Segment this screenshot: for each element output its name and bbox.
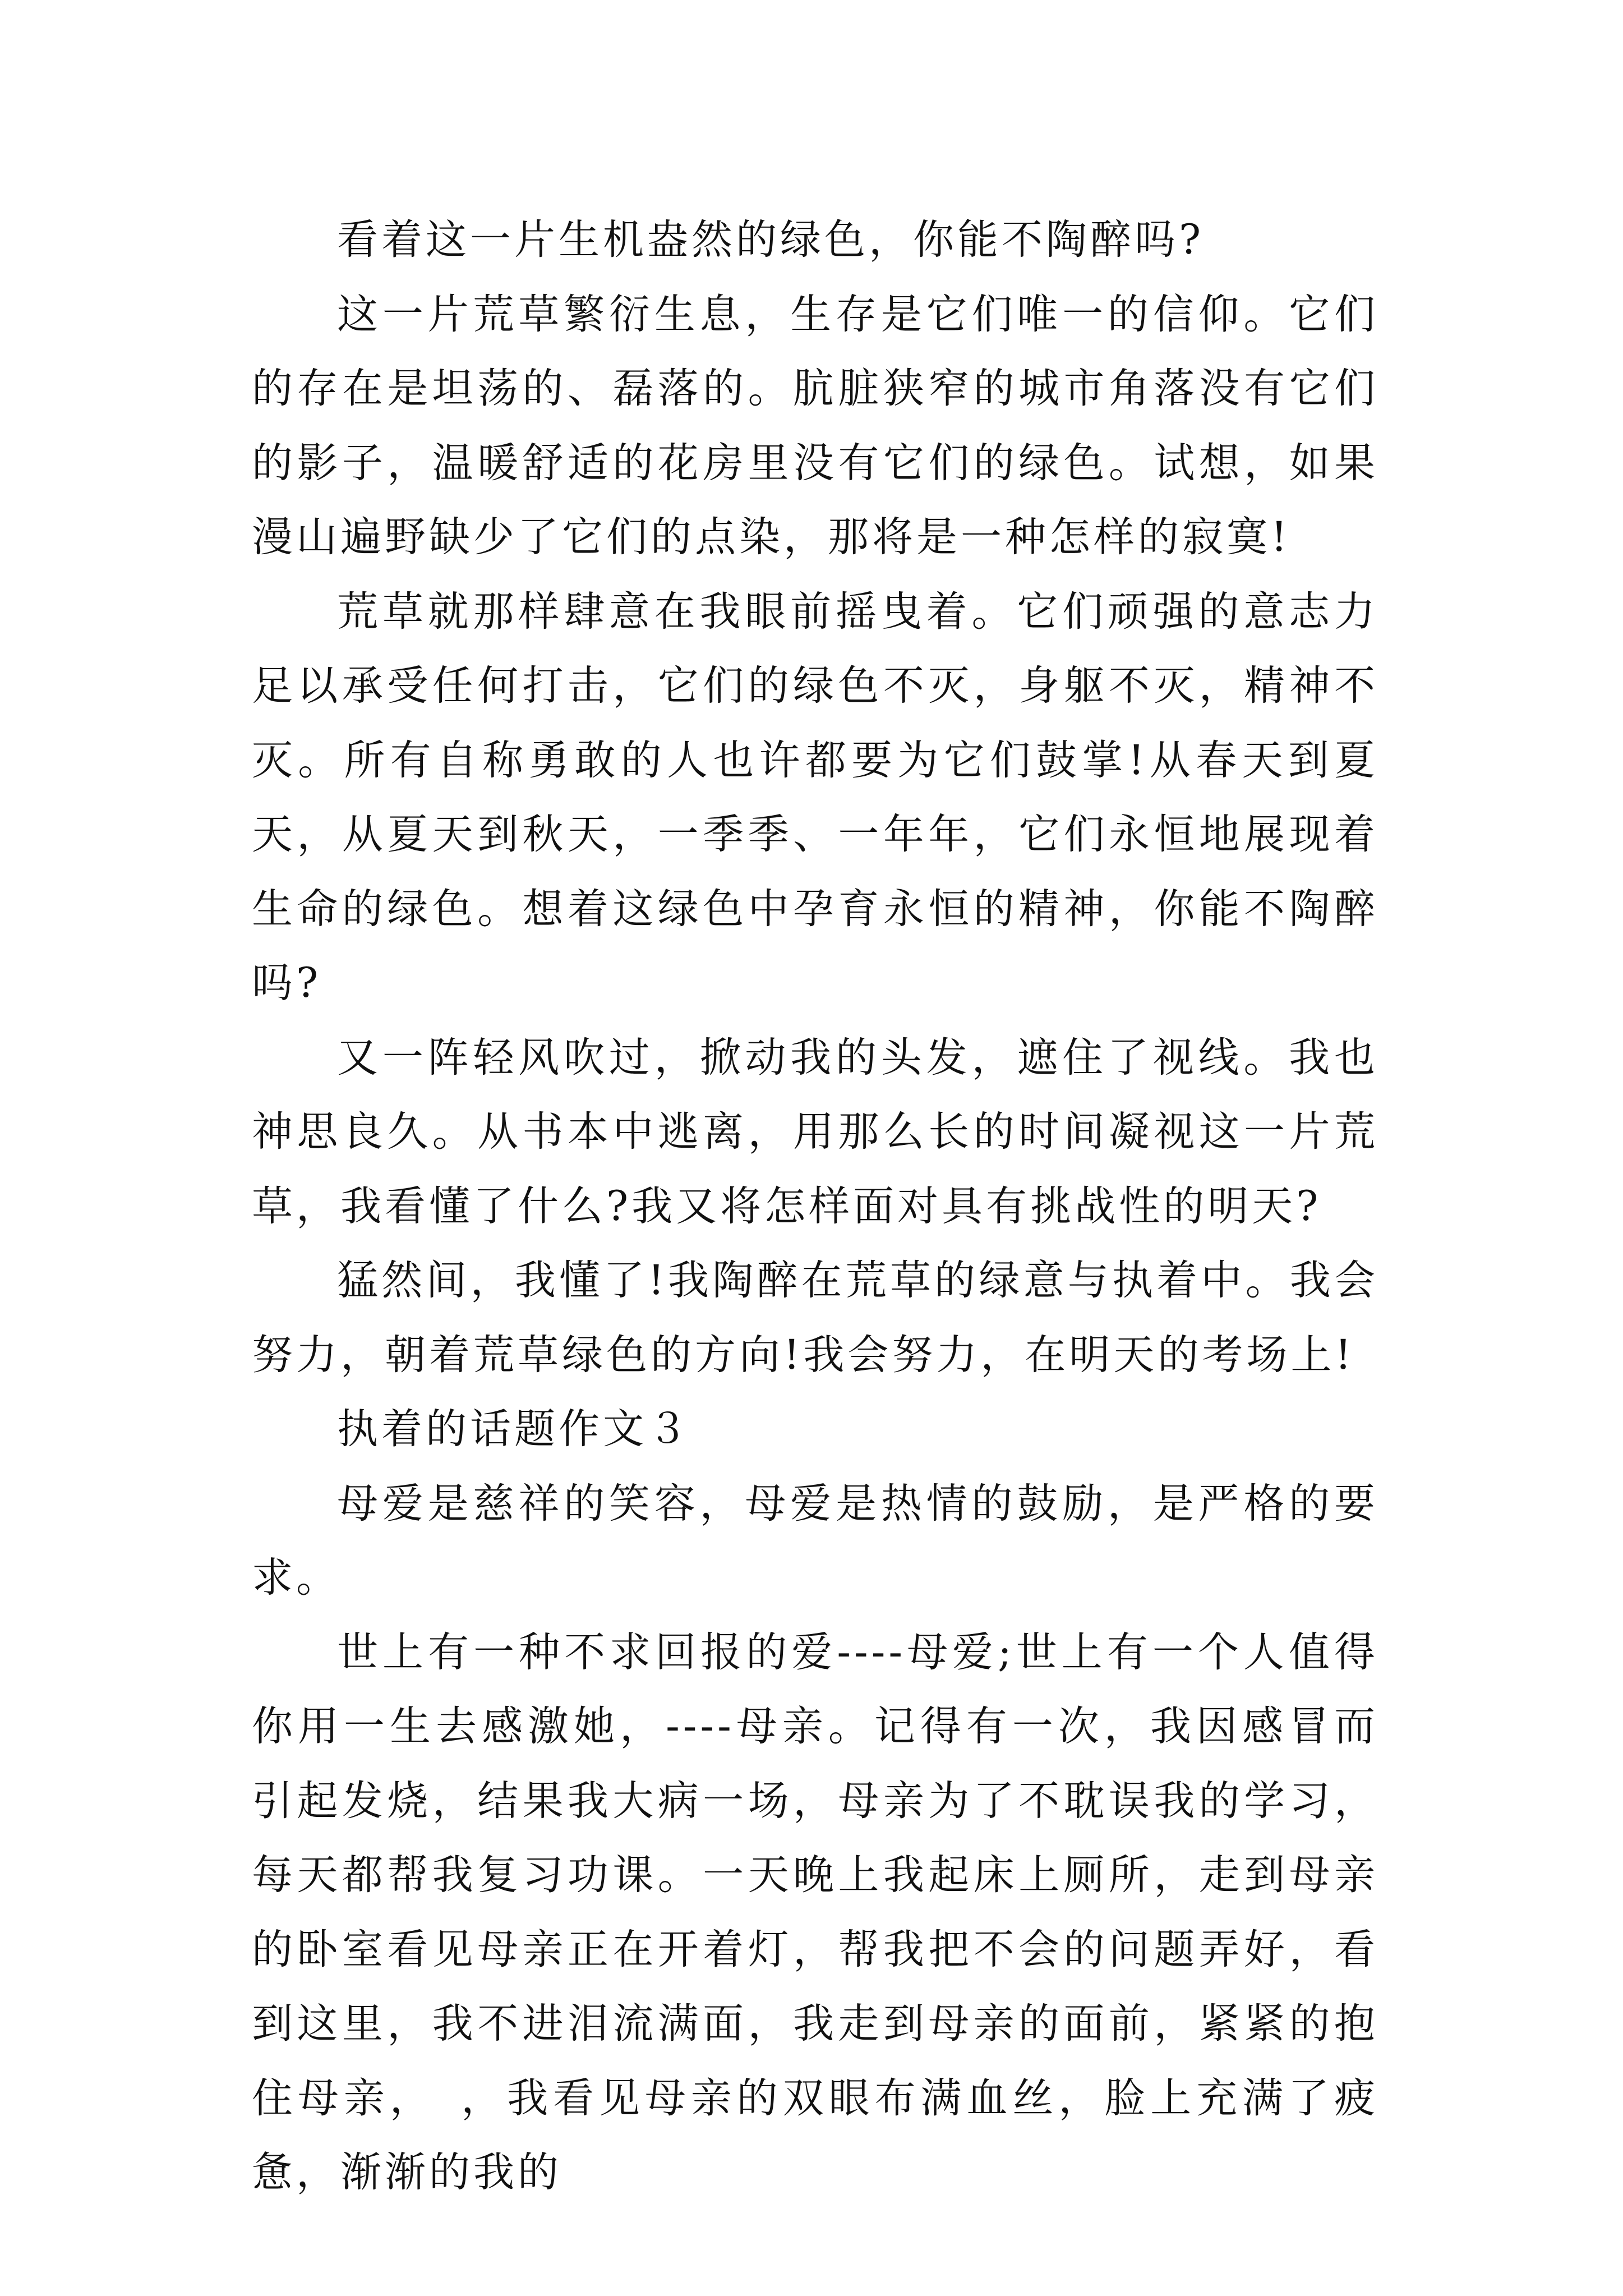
paragraph-3: 荒草就那样肆意在我眼前摇曳着。它们顽强的意志力足以承受任何打击，它们的绿色不灭，身躯不灭，精神不灭。所有自称勇敢的人也许都要为它们鼓掌!从春天到夏天，从夏天到秋天，一季季、一年年，它们永恒地展现着生命的绿色。想着这绿色中孕育永恒的精神，你能不陶醉吗? (252, 587, 1378, 1007)
essay-body (252, 203, 1378, 2210)
essay-title: 执着的话题作文３ (337, 1405, 691, 1453)
paragraph-5: 猛然间，我懂了!我陶醉在荒草的绿意与执着中。我会努力，朝着荒草绿色的方向!我会努力，在明天的考场上! (252, 1257, 1378, 1379)
paragraph-6: 母爱是慈祥的笑容，母爱是热情的鼓励，是严格的要求。 (252, 1479, 1378, 1602)
paragraph-4: 又一阵轻风吹过，掀动我的头发，遮住了视线。我也神思良久。从书本中逃离，用那么长的时间凝视这一片荒草，我看懂了什么?我又将怎样面对具有挑战性的明天? (252, 1033, 1378, 1230)
paragraph-2: 这一片荒草繁衍生息，生存是它们唯一的信仰。它们的存在是坦荡的、磊落的。肮脏狭窄的城市角落没有它们的影子，温暖舒适的花房里没有它们的绿色。试想，如果漫山遍野缺少了它们的点染，那将是一种怎样的寂寞! (252, 290, 1378, 561)
paragraph-7: 世上有一种不求回报的爱----母爱;世上有一个人值得你用一生去感激她，----母亲。记得有一次，我因感冒而引起发烧，结果我大病一场，母亲为了不耽误我的学习，每天都帮我复习功课。一天晚上我起床上厕所，走到母亲的卧室看见母亲正在开着灯，帮我把不会的问题弄好，看到这里，我不进泪流满面，我走到母亲的面前，紧紧的抱住母亲， ，我看见母亲的双眼布满血丝，脸上充满了疲惫，渐渐的我的 (252, 1628, 1378, 2196)
paragraph-1: 看着这一片生机盎然的绿色，你能不陶醉吗? (337, 216, 1205, 264)
